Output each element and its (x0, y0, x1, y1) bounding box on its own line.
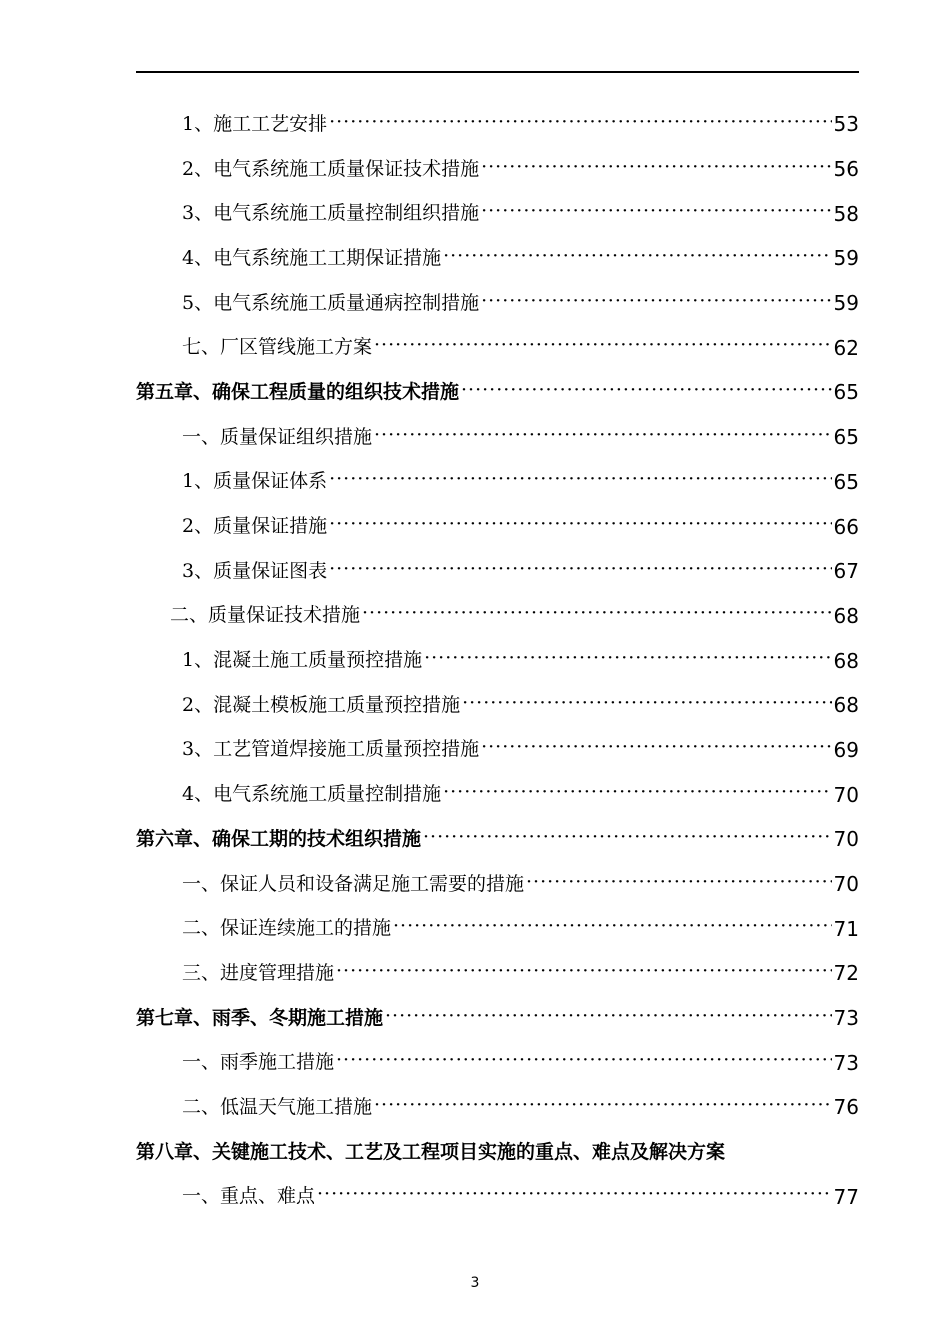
toc-dot-leader (481, 294, 831, 313)
toc-entry[interactable] (136, 504, 859, 549)
toc-entry[interactable] (136, 415, 859, 460)
toc-entry-page: 65 (833, 380, 859, 405)
toc-dot-leader (424, 651, 831, 670)
toc-entry[interactable] (136, 683, 859, 728)
toc-dot-leader (374, 1098, 832, 1117)
toc-entry-page: 59 (833, 246, 859, 271)
toc-entry-title: 5、电气系统施工质量通病控制措施 (182, 291, 480, 314)
toc-entry-page: 65 (833, 469, 859, 494)
toc-dot-leader (461, 383, 832, 402)
toc-entry-page: 73 (833, 1006, 859, 1031)
toc-chapter-entry[interactable] (136, 817, 859, 862)
toc-entry[interactable] (136, 1085, 859, 1130)
toc-dot-leader (336, 1053, 832, 1072)
toc-entry-title: 3、工艺管道焊接施工质量预控措施 (182, 738, 480, 761)
toc-entry[interactable] (136, 1040, 859, 1085)
toc-entry[interactable] (136, 147, 859, 192)
toc-entry-page: 68 (833, 648, 859, 673)
toc-dot-leader (526, 875, 832, 894)
toc-entry-page: 71 (833, 916, 859, 941)
toc-dot-leader (329, 472, 831, 491)
toc-entry[interactable] (136, 594, 859, 639)
toc-chapter-entry[interactable] (136, 996, 859, 1041)
toc-chapter-entry[interactable] (136, 370, 859, 415)
toc-dot-leader (481, 204, 831, 223)
toc-entry-title: 2、混凝土模板施工质量预控措施 (182, 693, 461, 716)
toc-dot-leader (362, 606, 832, 625)
page-number: 3 (470, 1275, 480, 1291)
toc-entry-title: 3、电气系统施工质量控制组织措施 (182, 202, 480, 225)
toc-dot-leader (443, 785, 831, 804)
toc-entry-page: 68 (833, 693, 859, 718)
toc-entry[interactable] (136, 772, 859, 817)
header-rule (136, 71, 859, 73)
toc-dot-leader (393, 919, 832, 938)
toc-entry-title: 一、质量保证组织措施 (182, 425, 373, 448)
toc-entry-page: 70 (833, 827, 859, 852)
toc-dot-leader (329, 562, 831, 581)
toc-entry-title: 一、保证人员和设备满足施工需要的措施 (182, 872, 525, 895)
toc-entry-title: 二、低温天气施工措施 (182, 1095, 373, 1118)
toc-entry-title: 一、雨季施工措施 (182, 1051, 335, 1074)
toc-dot-leader (423, 830, 832, 849)
toc-entry-title: 第七章、雨季、冬期施工措施 (136, 1006, 384, 1029)
toc-entry-title: 2、电气系统施工质量保证技术措施 (182, 157, 480, 180)
toc-entry[interactable] (136, 460, 859, 505)
toc-entry-page: 73 (833, 1050, 859, 1075)
toc-entry-page: 70 (833, 782, 859, 807)
toc-entry[interactable] (136, 728, 859, 773)
toc-dot-leader (329, 517, 831, 536)
toc-dot-leader (481, 160, 831, 179)
toc-entry-title: 二、质量保证技术措施 (170, 604, 361, 627)
toc-entry-page: 65 (833, 425, 859, 450)
toc-entry-title: 4、电气系统施工工期保证措施 (182, 246, 442, 269)
toc-entry[interactable] (136, 906, 859, 951)
toc-entry-title: 三、进度管理措施 (182, 961, 335, 984)
table-of-contents (136, 102, 859, 1219)
toc-chapter-entry[interactable] (136, 1130, 859, 1175)
toc-entry-page: 70 (833, 872, 859, 897)
toc-dot-leader (374, 338, 832, 357)
toc-dot-leader (462, 696, 831, 715)
toc-entry[interactable] (136, 1175, 859, 1220)
toc-entry-page: 58 (833, 201, 859, 226)
toc-entry[interactable] (136, 236, 859, 281)
toc-dot-leader (443, 249, 831, 268)
toc-entry-title: 第六章、确保工期的技术组织措施 (136, 827, 422, 850)
toc-dot-leader (336, 964, 832, 983)
toc-entry-title: 2、质量保证措施 (182, 515, 328, 538)
toc-entry-page: 62 (833, 335, 859, 360)
toc-dot-leader (481, 740, 831, 759)
toc-entry-title: 第八章、关键施工技术、工艺及工程项目实施的重点、难点及解决方案 (136, 1140, 726, 1163)
toc-entry-page: 69 (833, 737, 859, 762)
toc-entry[interactable] (136, 281, 859, 326)
toc-dot-leader (385, 1009, 832, 1028)
toc-entry-title: 二、保证连续施工的措施 (182, 917, 392, 940)
toc-entry-title: 七、厂区管线施工方案 (182, 336, 373, 359)
toc-entry-page: 76 (833, 1095, 859, 1120)
toc-entry[interactable] (136, 862, 859, 907)
toc-entry-page: 56 (833, 157, 859, 182)
toc-entry-title: 一、重点、难点 (182, 1185, 316, 1208)
toc-entry[interactable] (136, 951, 859, 996)
toc-entry-title: 3、质量保证图表 (182, 559, 328, 582)
toc-dot-leader (374, 428, 832, 447)
toc-entry[interactable] (136, 325, 859, 370)
toc-entry[interactable] (136, 638, 859, 683)
toc-entry-title: 1、混凝土施工质量预控措施 (182, 649, 423, 672)
toc-entry[interactable] (136, 549, 859, 594)
toc-entry-page: 72 (833, 961, 859, 986)
toc-entry-page: 66 (833, 514, 859, 539)
toc-entry[interactable] (136, 191, 859, 236)
toc-entry-page: 68 (833, 603, 859, 628)
toc-entry-title: 第五章、确保工程质量的组织技术措施 (136, 380, 460, 403)
toc-dot-leader (317, 1187, 832, 1206)
toc-entry-title: 1、施工工艺安排 (182, 112, 328, 135)
toc-entry-title: 1、质量保证体系 (182, 470, 328, 493)
toc-entry-title: 4、电气系统施工质量控制措施 (182, 783, 442, 806)
toc-dot-leader (329, 115, 831, 134)
toc-entry-page: 67 (833, 559, 859, 584)
toc-entry[interactable] (136, 102, 859, 147)
toc-entry-page: 77 (833, 1184, 859, 1209)
toc-entry-page: 53 (833, 112, 859, 137)
toc-entry-page: 59 (833, 291, 859, 316)
